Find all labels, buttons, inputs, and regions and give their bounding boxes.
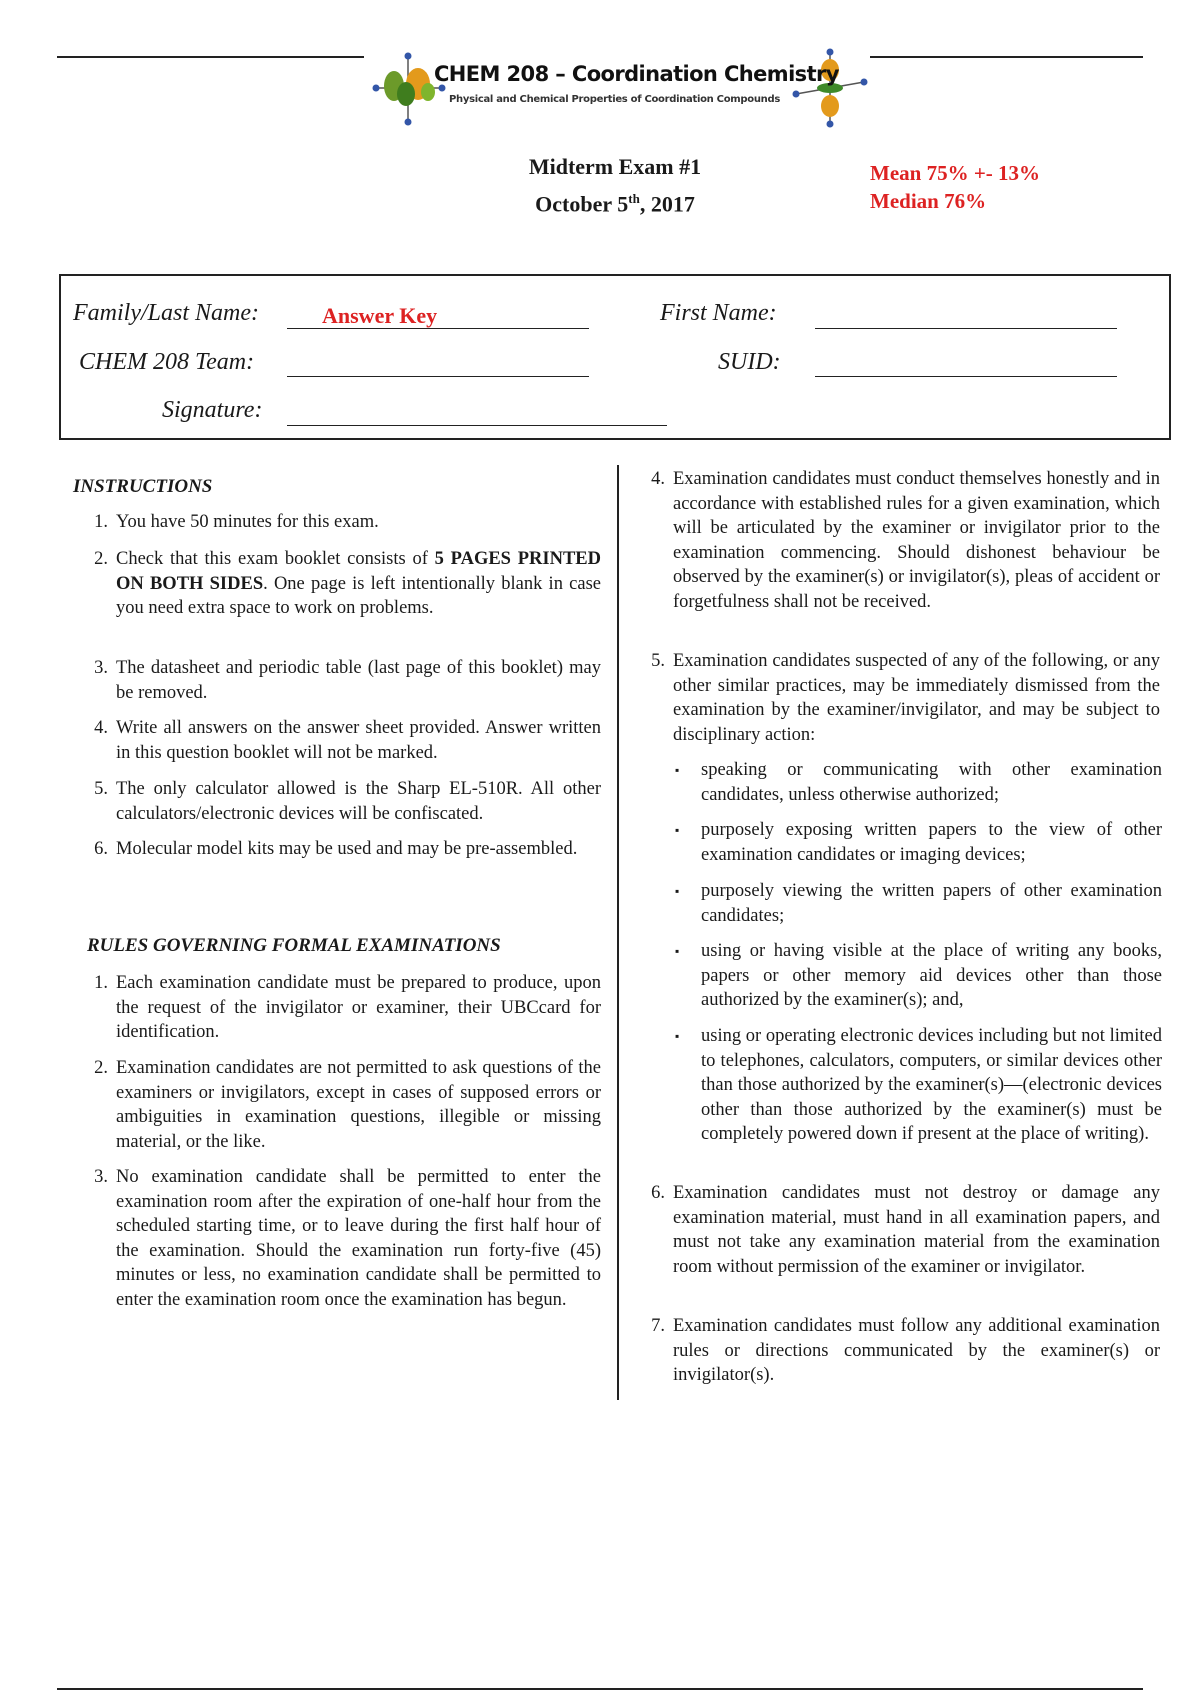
instruction-item: 5. The only calculator allowed is the Sharp EL-510R. All other calculators/electronic devices will be confiscated.: [94, 779, 601, 824]
molecule-logo-left-icon: [368, 48, 448, 128]
family-name-label: Family/Last Name:: [73, 300, 259, 326]
instruction-item: 4. Write all answers on the answer sheet provided. Answer written in this question booklet will not be marked.: [94, 718, 601, 763]
course-title: CHEM 208 – Coordination Chemistry: [434, 62, 839, 86]
instruction-item: 3. The datasheet and periodic table (last page of this booklet) may be removed.: [94, 658, 601, 703]
exam-title: Midterm Exam #1: [528, 154, 702, 179]
rule-item: 1. Each examination candidate must be prepared to produce, upon the request of the invigilator or examiner, their UBCcard for identification.: [94, 973, 601, 1042]
instruction-item: 1. You have 50 minutes for this exam.: [94, 512, 379, 532]
instruction-item: 6. Molecular model kits may be used and may be pre-assembled.: [94, 839, 578, 859]
header-rule-left: [57, 56, 364, 58]
rule-item: 7. Examination candidates must follow any additional examination rules or directions communicated by the examiner(s) or invigilator(s).: [651, 1316, 1160, 1385]
team-label: CHEM 208 Team:: [79, 349, 255, 375]
instructions-heading: INSTRUCTIONS: [73, 476, 213, 497]
instruction-item: 2. Check that this exam booklet consists of 5 PAGES PRINTED ON BOTH SIDES. One page is left intentionally blank in case you need extra space to work on problems.: [94, 549, 601, 618]
rules-heading: RULES GOVERNING FORMAL EXAMINATIONS: [87, 935, 501, 956]
rule-item: 6. Examination candidates must not destroy or damage any examination material, must hand in all examination papers, and must not take any examination material from the examination room without permission of the examiner or invigilator.: [651, 1183, 1160, 1277]
rule-item: 5. Examination candidates suspected of any of the following, or any other similar practices, may be immediately dismissed from the examination by the examiner/invigilator, and may be subject to disciplinary action:: [651, 651, 1160, 745]
stats-mean: Mean 75% +- 13%: [870, 161, 1041, 185]
rule-item: 3. No examination candidate shall be permitted to enter the examination room after the expiration of one-half hour from the scheduled starting time, or to leave during the first half hour of the examination. Should the examination run forty-five (45) minutes or less, no examination candidate shall be permitted to enter the examination room once the examination has begun.: [94, 1167, 601, 1310]
suid-field[interactable]: [815, 376, 1117, 377]
rule-item: 4. Examination candidates must conduct themselves honestly and in accordance with established rules for a given examination, which will be articulated by the examiner or invigilator prior to the examination commencing. Should dishonest behaviour be observed by the examiner(s) or invigilator(s), pleas of accident or forgetfulness shall not be received.: [651, 469, 1160, 612]
signature-field[interactable]: [287, 425, 667, 426]
first-name-field[interactable]: [815, 328, 1117, 329]
column-divider: [617, 465, 619, 1400]
signature-label: Signature:: [162, 397, 263, 423]
footer-rule: [57, 1688, 1143, 1690]
rule-bullet: ▪ purposely viewing the written papers of other examination candidates;: [675, 881, 1162, 926]
team-field[interactable]: [287, 376, 589, 377]
course-subtitle: Physical and Chemical Properties of Coordination Compounds: [449, 94, 780, 105]
header-rule-right: [870, 56, 1143, 58]
rule-bullet: ▪ using or operating electronic devices including but not limited to telephones, calculators, computers, or similar devices other than those authorized by the examiner(s)—(electronic devices other than those authorized by the examiner(s) must be completely powered down if present at the place of writing).: [675, 1026, 1162, 1144]
stats-median: Median 76%: [870, 189, 987, 213]
family-name-value: Answer Key: [322, 303, 438, 328]
first-name-label: First Name:: [660, 300, 777, 326]
molecule-logo-right-icon: [790, 46, 870, 130]
rule-item: 2. Examination candidates are not permitted to ask questions of the examiners or invigilators, except in cases of supposed errors or ambiguities in examination questions, illegible or missing material, or the like.: [94, 1058, 601, 1152]
suid-label: SUID:: [718, 349, 781, 375]
rule-bullet: ▪ purposely exposing written papers to the view of other examination candidates or imaging devices;: [675, 820, 1162, 865]
rule-bullet: ▪ speaking or communicating with other examination candidates, unless otherwise authorized;: [675, 760, 1162, 805]
rule-bullet: ▪ using or having visible at the place of writing any books, papers or other memory aid devices other than those authorized by the examiner(s); and,: [675, 941, 1162, 1010]
exam-date: October 5th, 2017: [535, 191, 695, 217]
